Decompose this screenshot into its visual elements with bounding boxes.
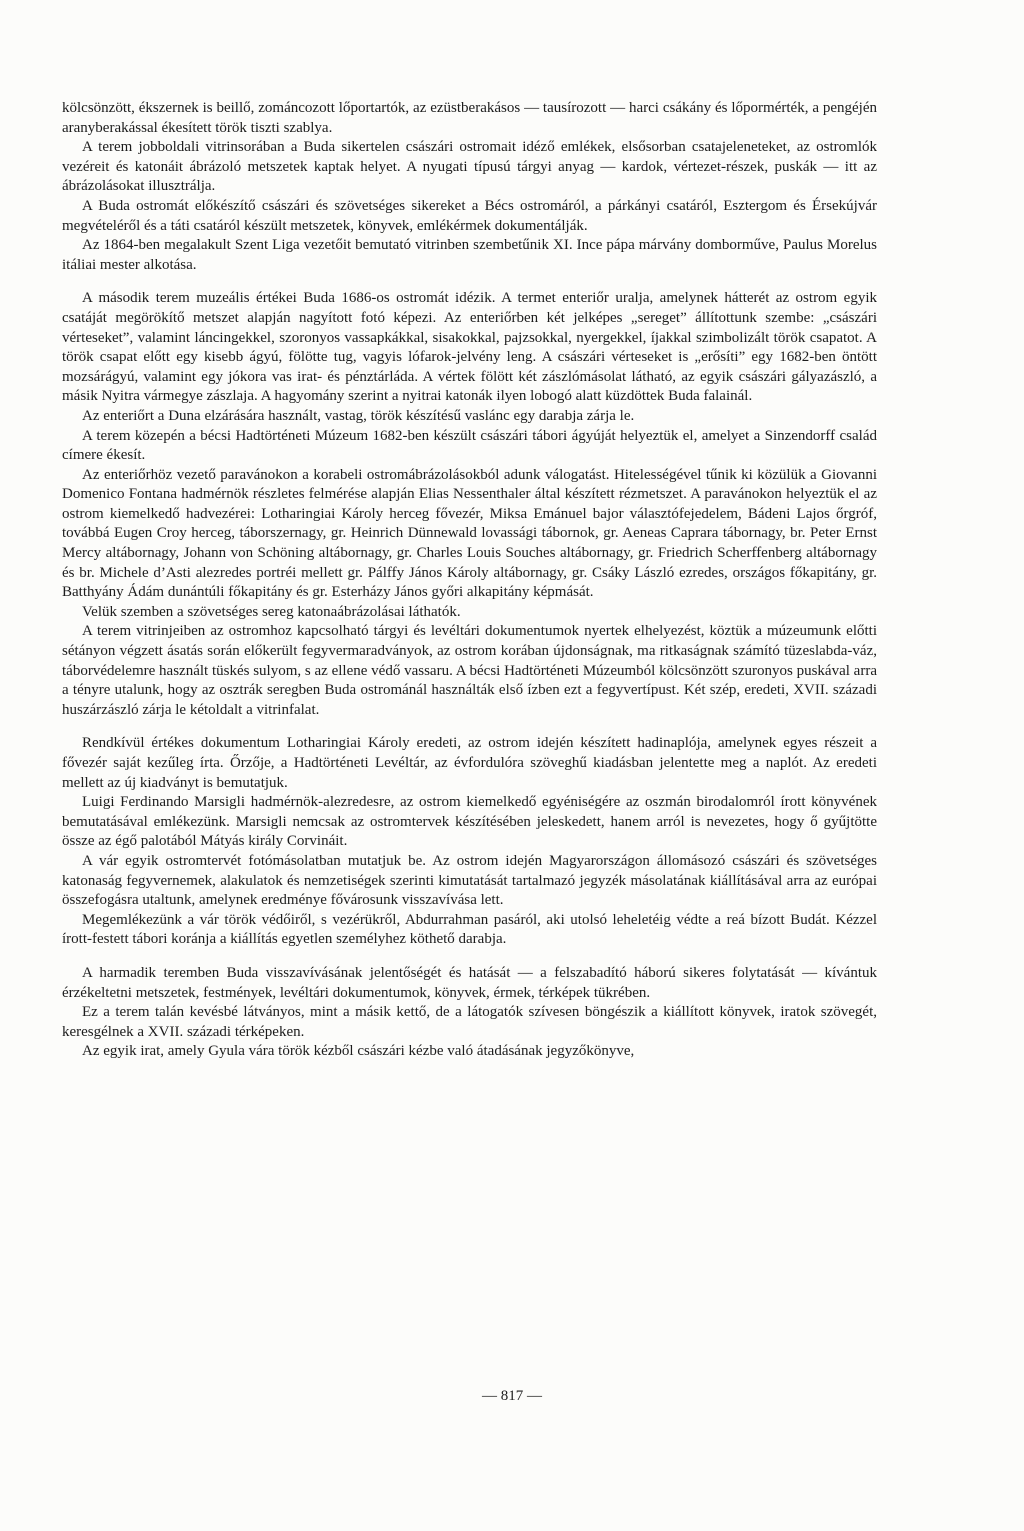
paragraph: A terem jobboldali vitrinsorában a Buda sikertelen császári ostromait idéző emlékek, elsősorban csatajeleneteket, az ostromlók vezéreit és katonáit ábrázoló metszetek kaptak helyet. A nyugati típusú tárgyi anyag — kardok, vértezet-részek, puskák — itt az ábrázolásokat illusztrálja. — [62, 139, 877, 195]
page-text-column — [62, 99, 877, 1062]
paragraph: A Buda ostromát előkészítő császári és szövetséges sikereket a Bécs ostromáról, a párkányi csatáról, Esztergom és Érsekújvár megvételéről és a táti csatáról készült metszetek, könyvek, emlékérmek dokumentálják. — [62, 197, 877, 234]
paragraph: A terem vitrinjeiben az ostromhoz kapcsolható tárgyi és levéltári dokumentumok nyertek elhelyezést, köztük a múzeumunk előtti sétányon végzett ásatás során előkerült fegyvermaradványok, az ostrom korában újdonságnak, ma ritkaságnak számító tüzeslabda-váz, táborvédelemre használt tüskés sulyom, s az ellene védő vassaru. A bécsi Hadtörténeti Múzeumból kölcsönzött szuronyos puskával arra a tényre utalunk, hogy az osztrák seregben Buda ostrománál használták első ízben ezt a fegyvertípust. Két szép, eredeti, XVII. századi huszárzászló zárja le kétoldalt a vitrinfalat. — [62, 623, 877, 718]
paragraph: Az egyik irat, amely Gyula vára török kézből császári kézbe való átadásának jegyzőkönyve, — [82, 1043, 635, 1060]
paragraph: Az enteriőrt a Duna elzárására használt, vastag, török készítésű vaslánc egy darabja zárja le. — [82, 407, 635, 424]
paragraph: Rendkívül értékes dokumentum Lotharingiai Károly eredeti, az ostrom idején készített hadinaplója, amelynek egyes részeit a fővezér saját kezűleg írta. Őrzője, a Hadtörténeti Levéltár, az évfordulóra szöveghű kiadásban jelentette meg a naplót. Az eredeti mellett az új kiadványt is bemutatjuk. — [62, 735, 877, 791]
paragraph: A vár egyik ostromtervét fotómásolatban mutatjuk be. Az ostrom idején Magyarországon állomásozó császári és szövetséges katonaság fegyvernemek, alakulatok és nemzetiségek szerinti kimutatását tartalmazó jegyzék másolatának kiállításával arra az európai összefogásra utaltunk, amelynek eredménye fővárosunk visszavívása lett. — [62, 852, 877, 909]
paragraph: Az enteriőrhöz vezető paravánokon a korabeli ostromábrázolásokból adunk válogatást. Hitelességével tűnik ki közülük a Giovanni Domenico Fontana hadmérnök részletes felmérése alapján Elias Nessenthaler által készített rézmetszet. A paravánokon helyeztük el az ostrom kiemelkedő hadvezérei: Lotharingiai Károly herceg fővezér, Miksa Emánuel bajor választófejedelem, Bádeni Lajos őrgróf, továbbá Eugen Croy herceg, táborszernagy, gr. Heinrich Dünnewald lovassági tábornok, gr. Aeneas Caprara tábornagy, br. Peter Ernst Mercy altábornagy, Johann von Schöning altábornagy, gr. Charles Louis Souches altábornagy, gr. Friedrich Scherffenberg altábornagy és br. Michele d’Asti alezredes portréi mellett gr. Pálffy János Károly altábornagy, gr. Csáky László ezredes, országos főkapitány, gr. Batthyány Ádám dunántúli főkapitány és gr. Esterházy János győri alkapitány képmását. — [62, 466, 877, 601]
paragraph: Velük szemben a szövetséges sereg katonaábrázolásai láthatók. — [82, 603, 461, 620]
paragraph: A harmadik teremben Buda visszavívásának jelentőségét és hatását — a felszabadító háború sikeres folytatását — kívántuk érzékeltetni metszetek, festmények, levéltári dokumentumok, könyvek, érmek, térképek tükrében. — [62, 964, 877, 1001]
paragraph: kölcsönzött, ékszernek is beillő, zománcozott lőportartók, az ezüstberakásos — tausírozott — harci csákány és lőpormérték, a pengéjén aranyberakással ékesített török tiszti szablya. — [62, 100, 877, 136]
paragraph: Luigi Ferdinando Marsigli hadmérnök-alezredesre, az ostrom kiemelkedő egyéniségére az oszmán birodalomról írott könyvének bemutatásával emlékezünk. Marsigli nemcsak az ostromtervek készítésében jeleskedett, hanem arról is nevezetes, hogy ő gyűjtötte össze az égő palotából Mátyás király Corvináit. — [62, 794, 877, 850]
paragraph: Ez a terem talán kevésbé látványos, mint a másik kettő, de a látogatók szívesen böngészik a kiállított könyvek, iratok szövegét, keresgélnek a XVII. századi térképeken. — [62, 1004, 877, 1040]
page-number: — 817 — — [482, 1388, 542, 1404]
paragraph: A második terem muzeális értékei Buda 1686-os ostromát idézik. A termet enteriőr uralja, amelynek hátterét az ostrom egyik csatáját megörökítő metszet alapján nagyított fotó képezi. Az enteriőrben két jelképes „sereget” állítottunk szembe: „császári vérteseket”, valamint láncingekkel, szoronyos vassapkákkal, sisakokkal, pajzsokkal, nyergekkel, íjakkal szimbolizált török csapatot. A török csapat előtt egy kisebb ágyú, fölötte tug, vagyis lófarok-jelvény leng. A császári vérteseket is „erősíti” egy 1682-ben öntött mozsárágyú, valamint egy jókora vas irat- és pénztárláda. A vértek fölött két zászlómásolat látható, az egyik császári gályazászló, a másik Nyitra vármegye zászlaja. A hagyomány szerint a nyitrai katonák ilyen lobogó alatt küzdöttek Buda falainál. — [62, 290, 877, 405]
paragraph: Megemlékezünk a vár török védőiről, s vezérükről, Abdurrahman pasáról, aki utolsó leheletéig védte a reá bízott Budát. Kézzel írott-festett tábori koránja a kiállítás egyetlen személyhez köthető darabja. — [62, 911, 877, 948]
paragraph: Az 1864-ben megalakult Szent Liga vezetőit bemutató vitrinben szembetűnik XI. Ince pápa márvány domborműve, Paulus Morelus itáliai mester alkotása. — [62, 237, 877, 273]
paragraph: A terem közepén a bécsi Hadtörténeti Múzeum 1682-ben készült császári tábori ágyúját helyeztük el, amelyet a Sinzendorff család címere ékesít. — [62, 427, 877, 464]
